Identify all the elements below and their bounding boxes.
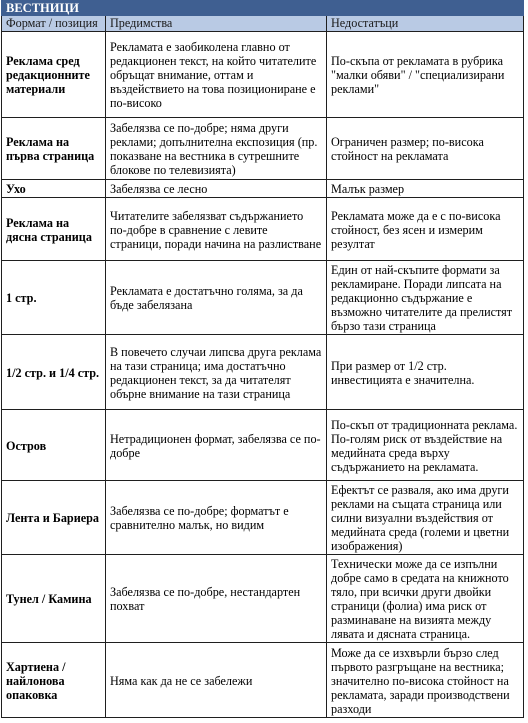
cell-advantages: Забелязва се лесно <box>106 180 327 198</box>
cell-format: Ухо <box>2 180 106 198</box>
cell-format: Реклама на дясна страница <box>2 198 106 261</box>
cell-advantages: В повечето случаи липсва друга реклама на тази страница; има достатъчно редакционен текст, за да читателят обърне внимание на тази страница <box>106 335 327 410</box>
cell-advantages: Рекламата е достатъчно голяма, за да бъде забелязана <box>106 261 327 335</box>
cell-advantages: Няма как да не се забележи <box>106 643 327 718</box>
table-row <box>2 261 524 335</box>
cell-disadvantages: Един от най-скъпите формати за рекламиране. Поради липсата на редакционно съдържание е възможно читателите да прелистят бързо тази страница <box>327 261 524 335</box>
table-header-row <box>2 16 524 32</box>
cell-disadvantages: Ефектът се разваля, ако има други реклами на същата страница или силни визуални въздействия от медийната среда (големи и цветни изображения) <box>327 481 524 555</box>
table-row <box>2 643 524 718</box>
cell-disadvantages: Малък размер <box>327 180 524 198</box>
cell-format: Остров <box>2 410 106 481</box>
cell-disadvantages: По-скъп от традиционната реклама. По-голям риск от въздействие на медийната среда върху съдържанието на рекламата. <box>327 410 524 481</box>
table-row <box>2 410 524 481</box>
cell-disadvantages: Рекламата може да е с по-висока стойност, без ясен и измерим резултат <box>327 198 524 261</box>
newspaper-ad-formats-table <box>1 0 524 718</box>
cell-disadvantages: Ограничен размер; по-висока стойност на рекламата <box>327 118 524 180</box>
header-advantages: Предимства <box>106 16 327 32</box>
cell-format: Реклама на първа страница <box>2 118 106 180</box>
cell-disadvantages: При размер от 1/2 стр. инвестицията е значителна. <box>327 335 524 410</box>
cell-disadvantages: По-скъпа от рекламата в рубрика "малки обяви" / "специализирани реклами" <box>327 32 524 118</box>
table-row <box>2 555 524 643</box>
table-row <box>2 335 524 410</box>
cell-format: Лента и Бариера <box>2 481 106 555</box>
cell-advantages: Забелязва се по-добре; няма други реклами; допълнителна експозиция (пр. показване на вестника в сутрешните блокове по телевизията) <box>106 118 327 180</box>
cell-advantages: Рекламата е заобиколена главно от редакционен текст, на който читателите обръщат внимание, оттам и въздействието на това позициониране е по-високо <box>106 32 327 118</box>
cell-advantages: Читателите забелязват съдържанието по-добре в сравнение с левите страници, поради начина на разлистване <box>106 198 327 261</box>
cell-format: Реклама сред редакционните материали <box>2 32 106 118</box>
cell-format: 1 стр. <box>2 261 106 335</box>
cell-format: Хартиена / найлонова опаковка <box>2 643 106 718</box>
cell-advantages: Забелязва се по-добре, нестандартен похват <box>106 555 327 643</box>
table-title: ВЕСТНИЦИ <box>2 1 524 16</box>
cell-format: Тунел / Камина <box>2 555 106 643</box>
cell-disadvantages: Може да се изхвърли бързо след първото разгръщане на вестника; значително по-висока стойност на рекламата, заради производствени разходи <box>327 643 524 718</box>
table-row <box>2 198 524 261</box>
table-row <box>2 180 524 198</box>
cell-advantages: Забелязва се по-добре; форматът е сравнително малък, но видим <box>106 481 327 555</box>
table-row <box>2 481 524 555</box>
table-row <box>2 118 524 180</box>
table-row <box>2 32 524 118</box>
table-title-row <box>2 1 524 16</box>
cell-disadvantages: Технически може да се изпълни добре само в средата на книжното тяло, при всички други двойки страници (фолиа) има риск от разминаване на визията между лявата и дясната страница. <box>327 555 524 643</box>
cell-advantages: Нетрадиционен формат, забелязва се по-добре <box>106 410 327 481</box>
header-format: Формат / позиция <box>2 16 106 32</box>
cell-format: 1/2 стр. и 1/4 стр. <box>2 335 106 410</box>
header-disadvantages: Недостатъци <box>327 16 524 32</box>
document-page <box>1 0 523 718</box>
